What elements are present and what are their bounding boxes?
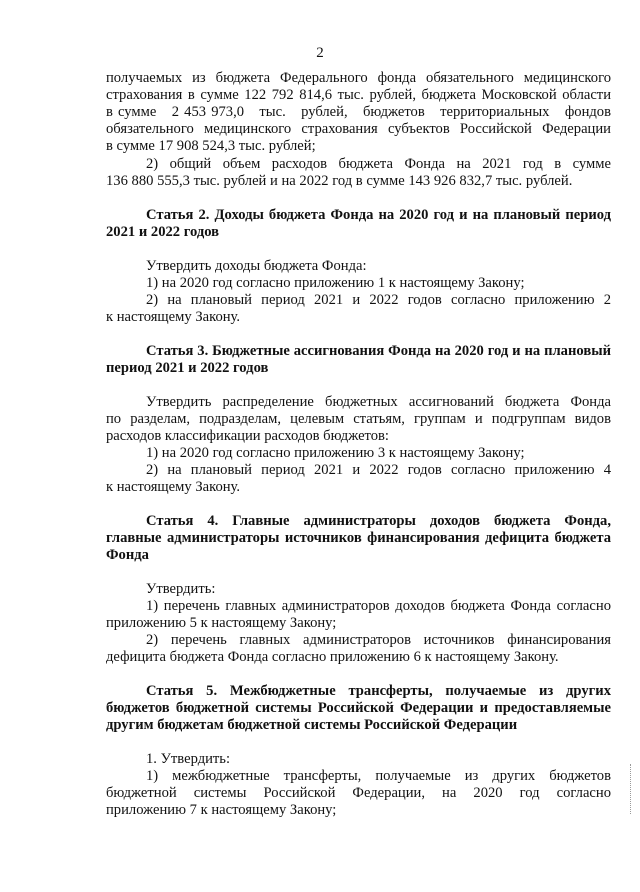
paragraph-line: Утвердить распределение бюджетных ассигнований бюджета Фонда bbox=[146, 394, 611, 410]
list-item: 1) на 2020 год согласно приложению 1 к настоящему Закону; bbox=[146, 275, 525, 291]
paragraph-line: Утвердить: bbox=[146, 581, 216, 597]
list-item: 2) на плановый период 2021 и 2022 годов согласно приложению 2 bbox=[146, 292, 611, 308]
list-item: приложению 5 к настоящему Закону; bbox=[106, 615, 337, 631]
article-heading-2: 2021 и 2022 годов bbox=[106, 224, 220, 240]
paragraph-line: страхования в сумме 122 792 814,6 тыс. рублей, бюджета Московской области bbox=[106, 87, 611, 103]
page-number: 2 bbox=[316, 45, 324, 61]
paragraph-line: 136 880 555,3 тыс. рублей и на 2022 год в сумме 143 926 832,7 тыс. рублей. bbox=[106, 173, 573, 189]
list-item: 1) межбюджетные трансферты, получаемые из других бюджетов bbox=[146, 768, 611, 784]
article-heading-4: Фонда bbox=[106, 547, 149, 563]
article-heading-3: Статья 3. Бюджетные ассигнования Фонда на 2020 год и на плановый bbox=[146, 343, 611, 359]
list-item: 1) на 2020 год согласно приложению 3 к настоящему Закону; bbox=[146, 445, 525, 461]
paragraph-line: 2) общий объем расходов бюджета Фонда на 2021 год в сумме bbox=[146, 156, 611, 172]
paragraph-line: 1. Утвердить: bbox=[146, 751, 231, 767]
article-heading-5: Статья 5. Межбюджетные трансферты, получаемые из других bbox=[146, 683, 611, 699]
article-heading-3: период 2021 и 2022 годов bbox=[106, 360, 269, 376]
list-item: приложению 7 к настоящему Закону; bbox=[106, 802, 337, 818]
list-item: к настоящему Закону. bbox=[106, 309, 241, 325]
paragraph-line: получаемых из бюджета Федерального фонда обязательного медицинского bbox=[106, 70, 611, 86]
list-item: 1) перечень главных администраторов доходов бюджета Фонда согласно bbox=[146, 598, 611, 614]
list-item: дефицита бюджета Фонда согласно приложению 6 к настоящему Закону. bbox=[106, 649, 559, 665]
article-heading-4: Статья 4. Главные администраторы доходов бюджета Фонда, bbox=[146, 513, 611, 529]
article-heading-5: другим бюджетам бюджетной системы Российской Федерации bbox=[106, 717, 518, 733]
list-item: 2) перечень главных администраторов источников финансирования bbox=[146, 632, 611, 648]
list-item: 2) на плановый период 2021 и 2022 годов согласно приложению 4 bbox=[146, 462, 611, 478]
paragraph-line: Утвердить доходы бюджета Фонда: bbox=[146, 258, 367, 274]
paragraph-line: в сумме 17 908 524,3 тыс. рублей; bbox=[106, 138, 316, 154]
article-heading-4: главные администраторы источников финансирования дефицита бюджета bbox=[106, 530, 611, 546]
paragraph-line: по разделам, подразделам, целевым статьям, группам и подгруппам видов bbox=[106, 411, 611, 427]
article-heading-5: бюджетов бюджетной системы Российской Федерации и предоставляемые bbox=[106, 700, 611, 716]
paragraph-line: расходов классификации расходов бюджетов: bbox=[106, 428, 389, 444]
list-item: к настоящему Закону. bbox=[106, 479, 241, 495]
paragraph-line: в сумме 2 453 973,0 тыс. рублей, бюджетов территориальных фондов bbox=[106, 104, 611, 120]
paragraph-line: обязательного медицинского страхования субъектов Российской Федерации bbox=[106, 121, 611, 137]
scan-margin-mark bbox=[630, 764, 635, 814]
list-item: бюджетной системы Российской Федерации, на 2020 год согласно bbox=[106, 785, 611, 801]
article-heading-2: Статья 2. Доходы бюджета Фонда на 2020 год и на плановый период bbox=[146, 207, 611, 223]
